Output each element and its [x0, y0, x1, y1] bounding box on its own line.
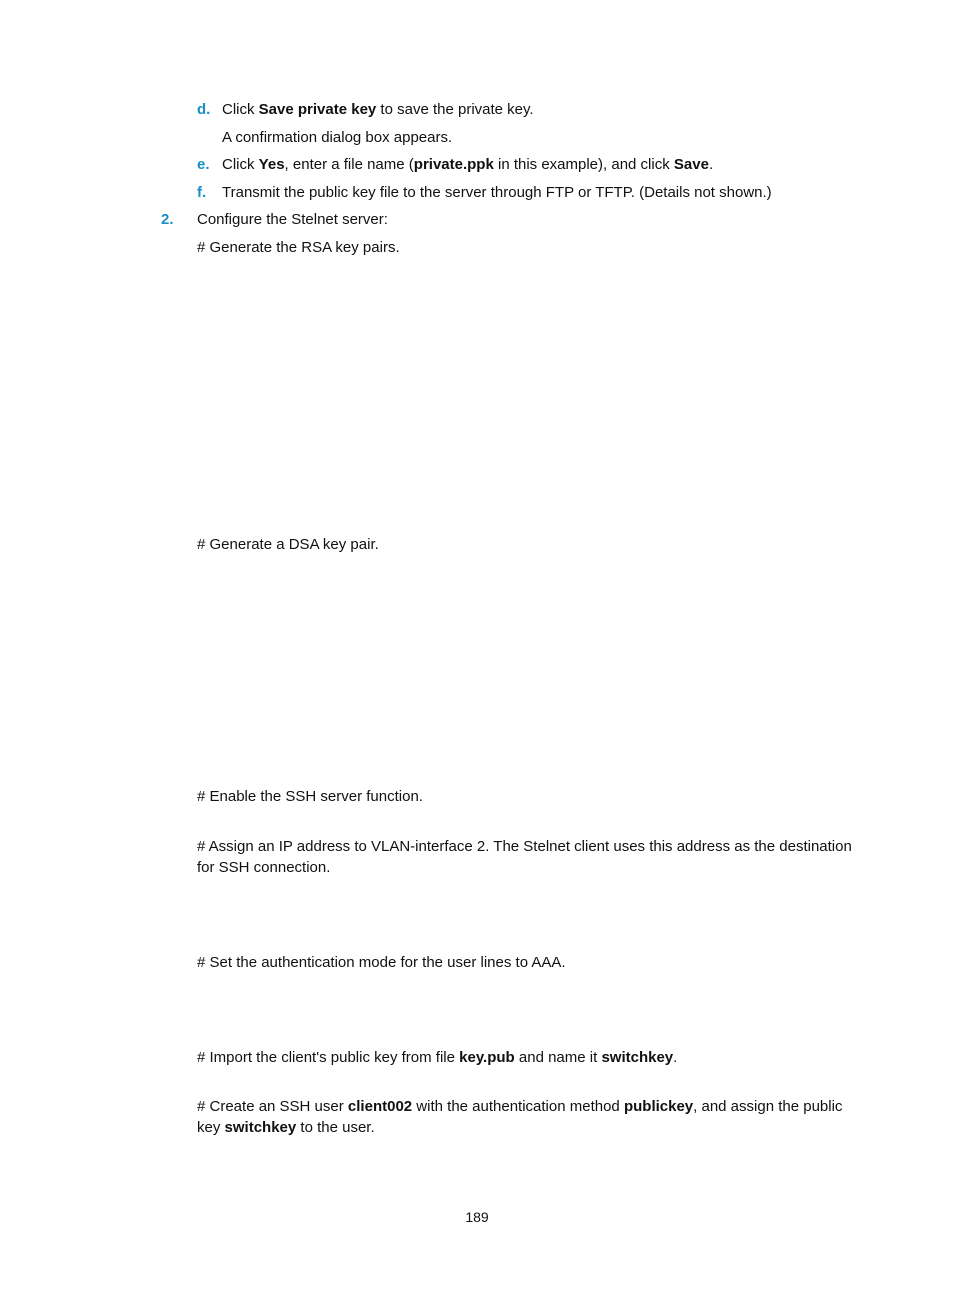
create-user-text-2: with the authentication method	[412, 1098, 624, 1115]
create-user-text-4: to the user.	[296, 1119, 375, 1136]
create-user-text-3: , and assign the public key	[197, 1098, 843, 1136]
step-e-text	[222, 154, 713, 175]
comment-assign-ip: # Assign an IP address to VLAN-interface 2. The Stelnet client uses this address as the destination for SSH connection.	[197, 838, 852, 876]
create-user-bold-username: client002	[347, 1098, 413, 1115]
comment-create-user	[197, 1096, 869, 1138]
import-text-2: and name it	[514, 1049, 602, 1066]
step-2-text: Configure the Stelnet server:	[197, 211, 388, 228]
step-e-text-2: , enter a file name (	[284, 156, 414, 173]
step-e-bold-yes: Yes	[258, 156, 285, 173]
comment-enable-ssh: # Enable the SSH server function.	[197, 788, 423, 805]
create-user-bold-method: publickey	[623, 1098, 694, 1115]
page-number: 189	[465, 1209, 489, 1225]
step-e-text-1: Click	[222, 156, 259, 173]
step-e-text-4: .	[708, 156, 714, 173]
import-text-1: # Import the client's public key from file	[197, 1049, 460, 1066]
comment-auth-mode: # Set the authentication mode for the user lines to AAA.	[197, 954, 566, 971]
step-d-note: A confirmation dialog box appears.	[222, 129, 453, 146]
comment-generate-rsa: # Generate the RSA key pairs.	[197, 239, 400, 256]
step-f-marker: f.	[197, 184, 207, 201]
comment-generate-dsa: # Generate a DSA key pair.	[197, 536, 379, 553]
step-d-text	[222, 99, 534, 120]
step-d-marker: d.	[197, 101, 211, 118]
create-user-bold-key: switchkey	[224, 1119, 297, 1136]
step-e-bold-filename: private.ppk	[413, 156, 494, 173]
step-d-text-1: Click	[222, 101, 259, 118]
step-f-text: Transmit the public key file to the server through FTP or TFTP. (Details not shown.)	[222, 184, 772, 201]
comment-import-key	[197, 1047, 677, 1068]
step-e-marker: e.	[197, 156, 210, 173]
step-d-text-2: to save the private key.	[376, 101, 534, 118]
step-e-text-3: in this example), and click	[493, 156, 674, 173]
step-e-bold-save: Save	[673, 156, 709, 173]
import-text-3: .	[673, 1049, 678, 1066]
import-bold-file: key.pub	[459, 1049, 515, 1066]
step-2-marker: 2.	[161, 211, 174, 228]
create-user-text-1: # Create an SSH user	[197, 1098, 348, 1115]
import-bold-keyname: switchkey	[601, 1049, 674, 1066]
step-d-bold-save-private-key: Save private key	[258, 101, 377, 118]
